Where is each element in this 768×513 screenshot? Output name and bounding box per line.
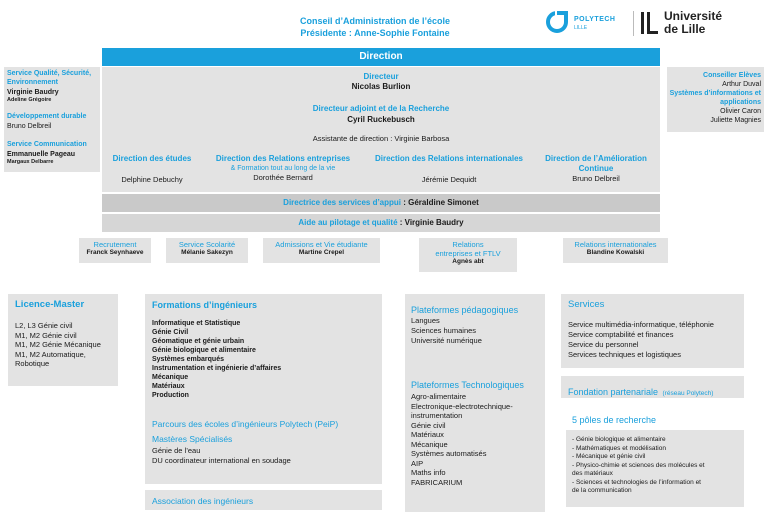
licence-item: Robotique: [15, 359, 50, 368]
quality-person: Virginie Baudry: [7, 89, 59, 96]
assistant: Assistante de direction : Virginie Barbosa: [312, 134, 450, 143]
service-person: Franck Seynhaeve: [86, 249, 144, 256]
services-title: Services: [568, 299, 605, 310]
peda-item: Sciences humaines: [411, 326, 477, 335]
licence-item: M1, M2 Génie civil: [15, 330, 77, 340]
formations-box: [145, 294, 382, 484]
formation-item: Mécanique: [152, 374, 189, 381]
licence-list: [15, 321, 101, 369]
unit-person: Bruno Delbreil: [572, 174, 620, 183]
service-person: Blandine Kowalski: [586, 249, 645, 256]
fondation-box: [561, 376, 744, 398]
service-scolarite: [166, 238, 248, 263]
formations-list: [152, 319, 281, 400]
direction-header: Direction: [102, 48, 660, 66]
fondation-title-line: [568, 382, 713, 400]
universite-line1: Université: [664, 9, 723, 23]
unit-relations-entreprises: [202, 154, 364, 182]
advisor-title: Conseiller Elèves: [703, 72, 761, 79]
tech-item: AIP: [411, 458, 424, 468]
service-admissions: [263, 238, 380, 263]
pilot-label: Aide au pilotage et qualité: [298, 218, 398, 227]
formation-item: Production: [152, 392, 189, 399]
formation-item: Informatique et Statistique: [152, 320, 241, 327]
si-person1: Olivier Caron: [720, 108, 761, 115]
pole-item: - Physico-chimie et sciences des molécules et: [572, 461, 705, 469]
peip-title: Parcours des écoles d’ingénieurs Polytech (PeiP): [152, 419, 339, 429]
director-name: Nicolas Burlion: [351, 82, 411, 91]
peda-item: Langues: [411, 316, 440, 325]
pole-item: des matériaux: [572, 470, 613, 477]
service-recrutement: [79, 238, 151, 263]
services-item: Service du personnel: [568, 340, 639, 349]
mastere-item: Génie de l’eau: [152, 446, 201, 455]
pole-item: de la communication: [572, 487, 632, 494]
support-bar: [102, 194, 660, 212]
service-title: Relations internationales: [574, 240, 657, 249]
support-person: : Géraldine Simonet: [401, 198, 479, 207]
unit-person: Delphine Debuchy: [121, 175, 183, 184]
service-title: Recrutement: [93, 240, 137, 249]
service-person: Agnès abt: [452, 258, 484, 265]
poles-list: [572, 436, 742, 496]
service-person: Mélanie Sakezyn: [181, 249, 233, 256]
pilot-bar: [102, 214, 660, 232]
peda-title: Plateformes pédagogiques: [411, 305, 519, 315]
polytech-logo-text: POLYTECH: [574, 16, 616, 23]
tech-title: Plateformes Technologiques: [411, 380, 524, 390]
service-title: Service Scolarité: [178, 240, 236, 249]
unit-person: Jérémie Dequidt: [421, 175, 477, 184]
deputy-name: Cyril Ruckebusch: [347, 115, 415, 124]
si-title: Systèmes d’informations et applications: [669, 90, 761, 106]
dd-title: Développement durable: [7, 113, 87, 120]
service-person: Martine Crepel: [298, 249, 345, 256]
si-person2: Juliette Magnies: [710, 117, 761, 124]
service-relations-entreprises: [419, 238, 517, 272]
licence-item: L2, L3 Génie civil: [15, 321, 73, 330]
fondation-title: Fondation partenariale: [568, 387, 659, 397]
poles-title: 5 pôles de recherche: [572, 415, 657, 425]
polytech-emblem-icon: [546, 11, 568, 33]
pole-item: - Génie biologique et alimentaire: [572, 436, 666, 443]
pilot-person: : Virginie Baudry: [397, 218, 464, 227]
universite-emblem-icon: [640, 11, 660, 35]
tech-item: instrumentation: [411, 411, 463, 420]
com-person: Emmanuelle Pageau: [7, 151, 76, 158]
tech-item: Agro-alimentaire: [411, 392, 467, 401]
pole-item: - Mécanique et génie civil: [572, 453, 646, 460]
licence-item: M1, M2 Automatique,: [15, 349, 86, 359]
formation-item: Génie biologique et alimentaire: [152, 347, 256, 354]
licence-master-box: [8, 294, 118, 386]
advisor-person: Arthur Duval: [722, 81, 761, 88]
formation-item: Instrumentation et ingénierie d’affaires: [152, 365, 282, 372]
unit-title: Direction de l’Amélioration Continue: [545, 154, 647, 173]
formation-item: Génie Civil: [152, 329, 189, 336]
association-box: [145, 490, 382, 510]
deputy-title: Directeur adjoint et de la Recherche: [312, 104, 450, 113]
licence-item: M1, M2 Génie Mécanique: [15, 340, 101, 349]
unit-person: Dorothée Bernard: [253, 173, 313, 182]
formation-item: Géomatique et génie urbain: [152, 338, 245, 345]
tech-item: Electronique-electrotechnique-: [411, 401, 513, 411]
unit-relations-internationales: [364, 154, 534, 184]
services-item: Service multimédia-informatique, téléphonie: [568, 320, 714, 329]
unit-subtitle: & Formation tout au long de la vie: [230, 165, 336, 172]
association-title: Association des ingénieurs: [152, 496, 254, 506]
services-item: Services techniques et logistiques: [568, 350, 681, 359]
formation-item: Systèmes embarqués: [152, 356, 224, 363]
masteres-list: [152, 446, 291, 465]
logo-divider: [633, 11, 634, 36]
tech-item: FABRICARIUM: [411, 477, 463, 487]
tech-item: Génie civil: [411, 420, 446, 430]
tech-item: Matériaux: [411, 430, 444, 439]
universite-line2: de Lille: [664, 22, 706, 36]
dd-person: Bruno Delbreil: [7, 123, 52, 130]
formation-item: Matériaux: [152, 383, 185, 390]
services-list: [568, 320, 714, 360]
unit-amelioration: [534, 154, 658, 183]
polytech-logo: [546, 11, 626, 35]
tech-item: Maths info: [411, 468, 446, 477]
polytech-logo-sub: LILLE: [574, 25, 588, 31]
pole-item: - Sciences et technologies de l’information et: [572, 478, 701, 486]
quality-person2: Adeline Grégoire: [7, 97, 52, 103]
council-title: Conseil d’Administration de l’école: [299, 16, 451, 26]
quality-title: Service Qualité, Sécurité, Environnement: [7, 70, 92, 86]
mastere-item: DU coordinateur international en soudage: [152, 455, 291, 465]
left-panel: [4, 67, 100, 172]
right-panel: [667, 67, 764, 132]
tech-item: Mécanique: [411, 439, 448, 449]
pole-item: - Mathématiques et modélisation: [572, 444, 666, 452]
com-title: Service Communication: [7, 141, 87, 148]
unit-title: Direction des Relations internationales: [374, 154, 524, 163]
universite-lille-logo: [640, 10, 740, 38]
poles-box: [566, 430, 744, 507]
com-person2: Margaux Delbarre: [7, 159, 54, 165]
support-label: Directrice des services d’appui: [283, 198, 402, 207]
service-relations-internationales: [563, 238, 668, 263]
unit-etudes: [102, 154, 202, 184]
peda-list: [411, 316, 482, 346]
plateformes-box: [405, 294, 545, 512]
formations-title: Formations d’ingénieurs: [152, 300, 258, 310]
unit-title: Direction des études: [112, 154, 192, 163]
unit-title: Direction des Relations entreprises: [215, 154, 351, 163]
services-item: Service comptabilité et finances: [568, 330, 674, 339]
licence-title: Licence-Master: [15, 299, 85, 310]
service-title: Admissions et Vie étudiante: [275, 240, 368, 249]
tech-list: [411, 392, 513, 487]
director-title: Directeur: [363, 72, 399, 81]
services-box: [561, 294, 744, 368]
council-president: Présidente : Anne-Sophie Fontaine: [300, 28, 450, 38]
masteres-title: Mastères Spécialisés: [152, 434, 233, 444]
fondation-sub: (réseau Polytech): [662, 390, 714, 397]
tech-item: Systèmes automatisés: [411, 449, 487, 458]
peda-item: Université numérique: [411, 336, 482, 345]
service-title: Relations entreprises et FTLV: [435, 240, 501, 258]
direction-box: [102, 67, 660, 192]
